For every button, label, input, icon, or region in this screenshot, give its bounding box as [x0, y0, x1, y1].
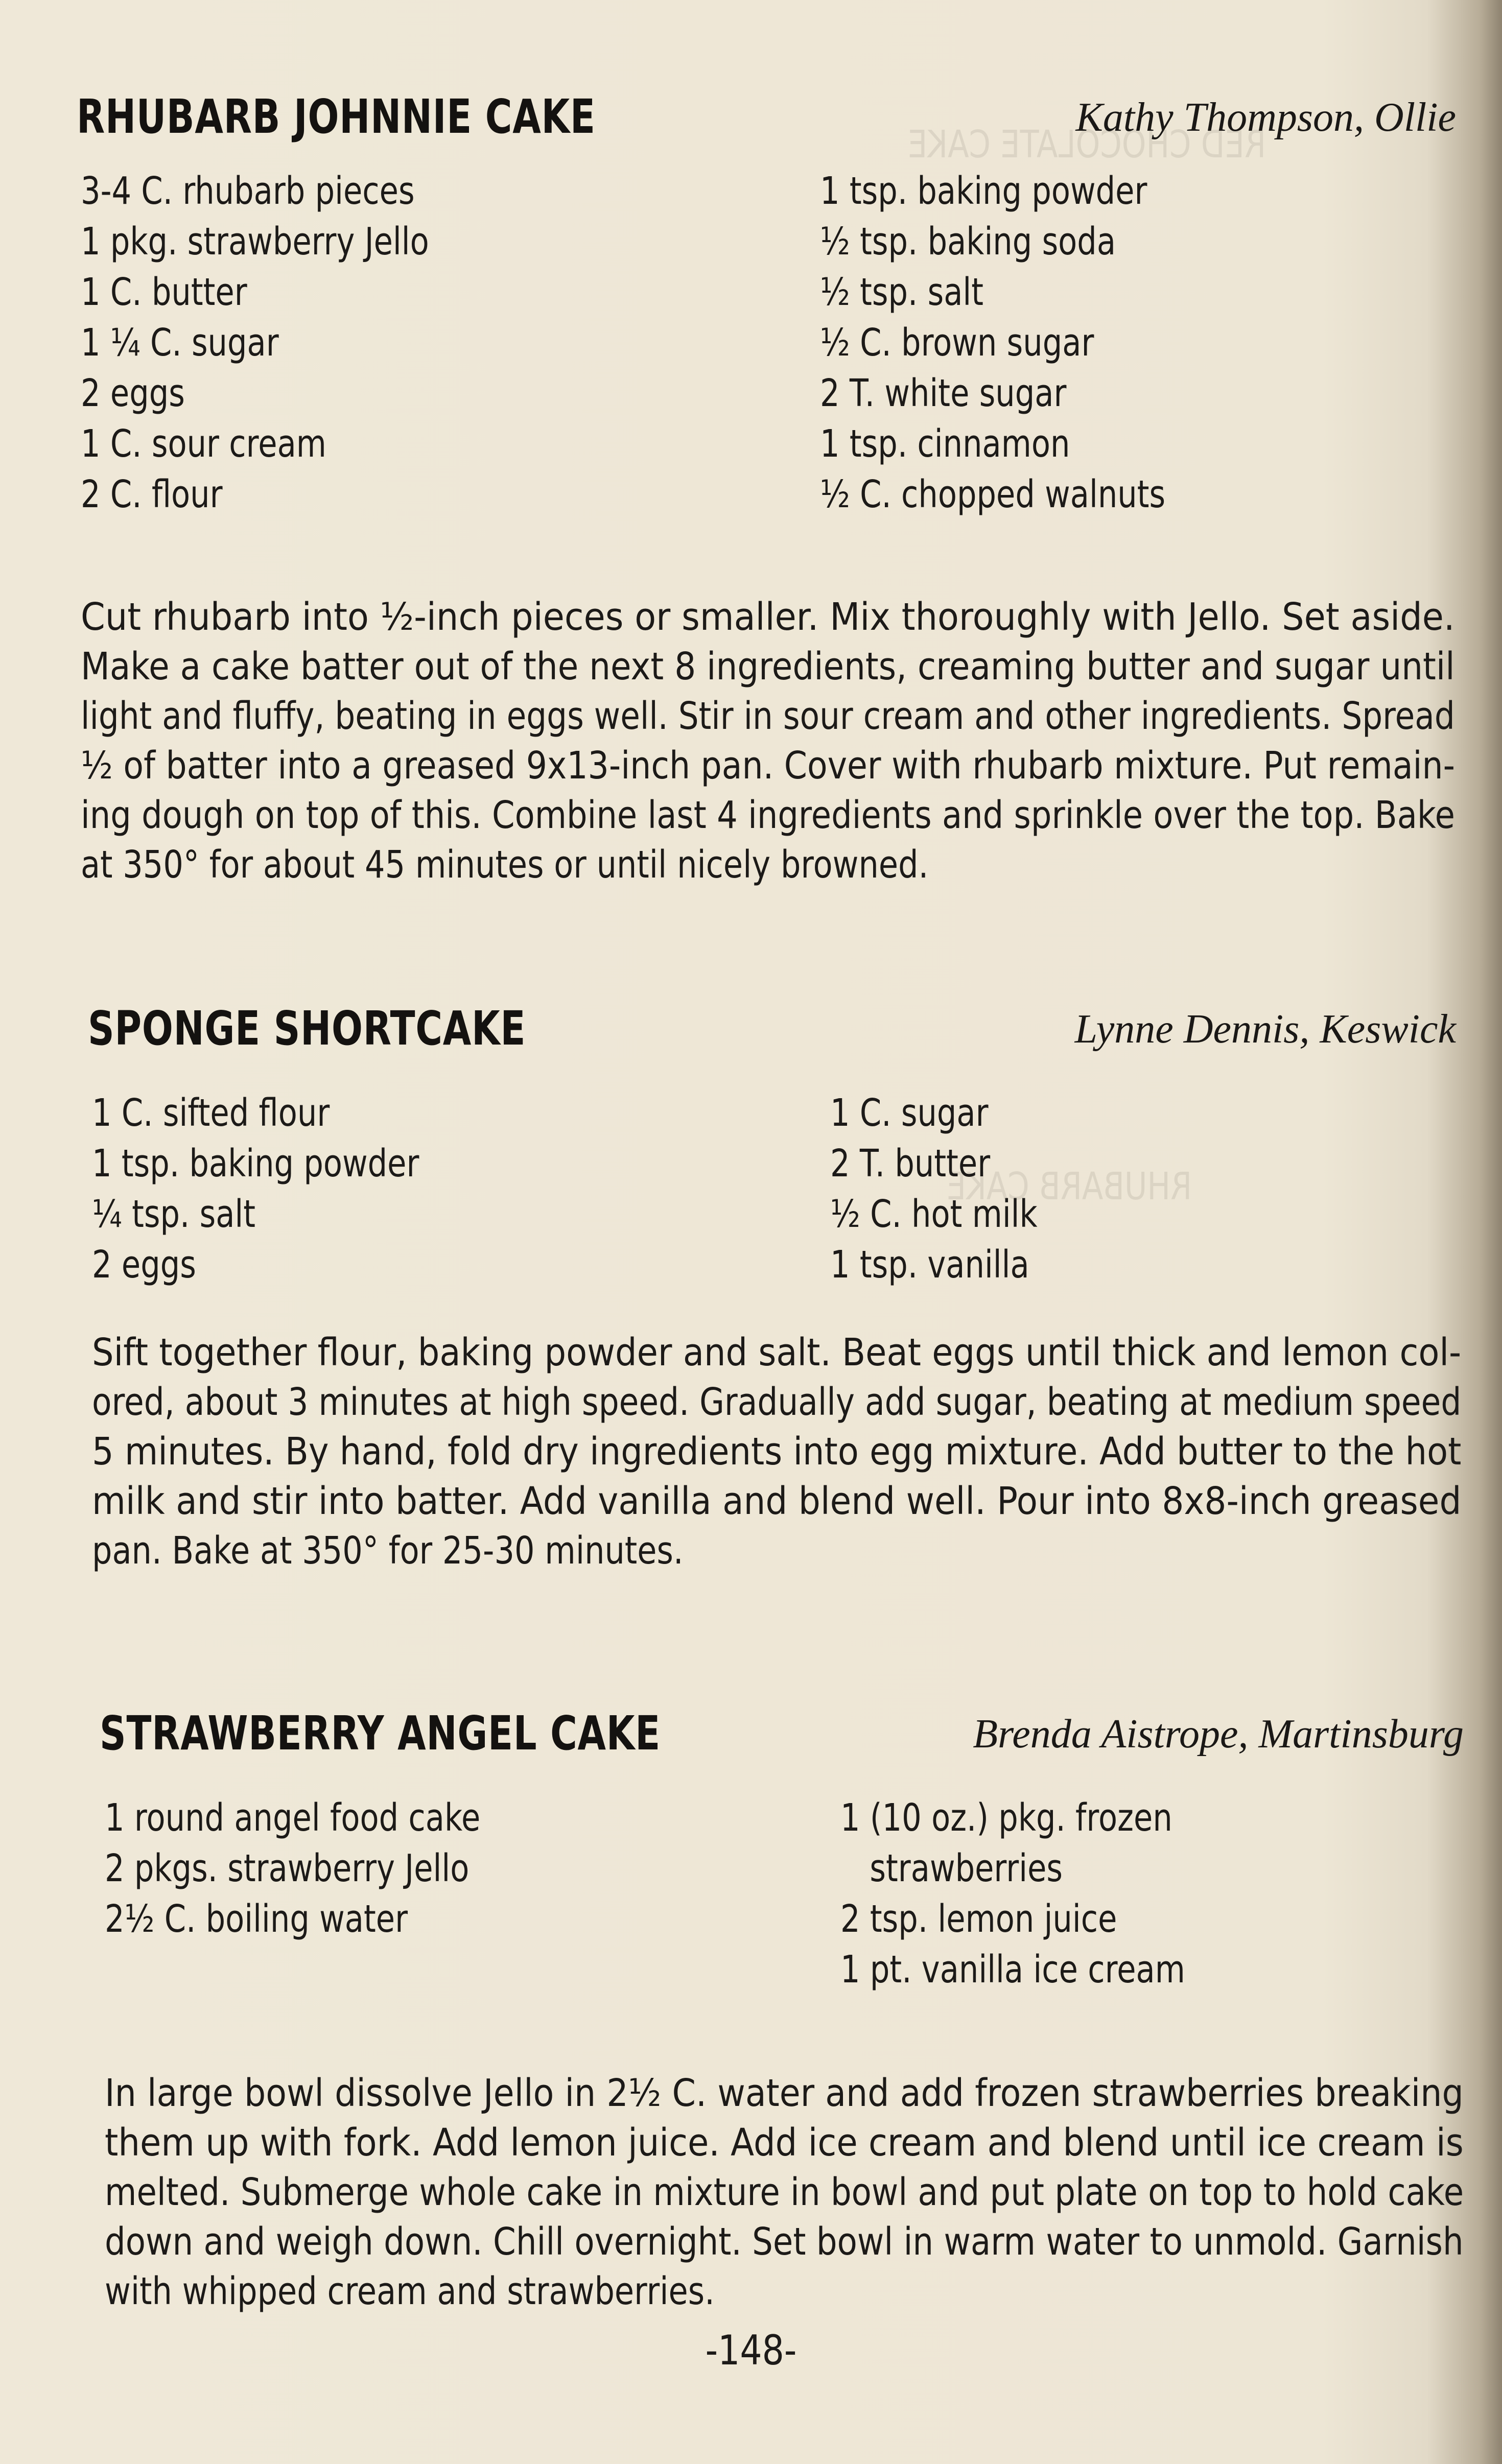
- ingredients-left-column: [105, 1793, 563, 1945]
- directions-line: Make a cake batter out of the next 8 ingredients, creaming butter and sugar until: [81, 645, 1455, 689]
- directions-line: ored, about 3 minutes at high speed. Gradually add sugar, beating at medium speed: [92, 1380, 1462, 1424]
- directions-line: with whipped cream and strawberries.: [105, 2269, 715, 2313]
- ingredient: 2 eggs: [92, 1243, 196, 1287]
- ingredient: ½ C. hot milk: [830, 1192, 1038, 1236]
- ingredient: 1 C. sifted flour: [92, 1091, 330, 1135]
- ingredient: ½ C. brown sugar: [820, 321, 1094, 365]
- ingredient: ½ C. chopped walnuts: [820, 472, 1166, 516]
- directions-line: melted. Submerge whole cake in mixture in bowl and put plate on top to hold cake: [105, 2170, 1464, 2214]
- ingredients-left-column: [92, 1088, 491, 1290]
- ingredient: 2 T. white sugar: [820, 371, 1067, 415]
- ingredient: 1 tsp. baking powder: [820, 169, 1147, 213]
- ingredient: 1 round angel food cake: [105, 1796, 481, 1840]
- ingredient: ½ tsp. salt: [820, 270, 984, 314]
- ingredient: ¼ tsp. salt: [92, 1192, 256, 1236]
- directions-line: ½ of batter into a greased 9x13-inch pan. Cover with rhubarb mixture. Put remain-: [81, 744, 1456, 788]
- recipe-author: Lynne Dennis, Keswick: [1074, 1007, 1456, 1052]
- ingredient: 2 tsp. lemon juice: [840, 1897, 1117, 1941]
- recipe-directions: [81, 593, 1455, 890]
- ingredient: 1 C. sugar: [830, 1091, 989, 1135]
- ingredient: 2 pkgs. strawberry Jello: [105, 1846, 470, 1890]
- directions-line: 5 minutes. By hand, fold dry ingredients into egg mixture. Add butter to the hot: [92, 1430, 1462, 1474]
- ingredient: ½ tsp. baking soda: [820, 220, 1116, 264]
- directions-line: Sift together flour, baking powder and salt. Beat eggs until thick and lemon col-: [92, 1331, 1462, 1375]
- recipe-header: [77, 89, 1456, 156]
- ingredient: 1 tsp. cinnamon: [820, 422, 1070, 466]
- ingredient: strawberries: [870, 1846, 1063, 1890]
- ingredient: 1 pkg. strawberry Jello: [81, 220, 429, 264]
- show-through-text: RHUBARB CAKE: [946, 1165, 1192, 1209]
- ingredients-right-column: [840, 1793, 1261, 1995]
- ingredient: 2 C. flour: [81, 472, 223, 516]
- ingredient: 3-4 C. rhubarb pieces: [81, 169, 415, 213]
- recipe-title: STRAWBERRY ANGEL CAKE: [100, 1706, 661, 1761]
- directions-line: milk and stir into batter. Add vanilla and blend well. Pour into 8x8-inch greased: [92, 1479, 1462, 1523]
- directions-line: ing dough on top of this. Combine last 4 ingredients and sprinkle over the top. Bake: [81, 793, 1455, 837]
- ingredient: 1 ¼ C. sugar: [81, 321, 279, 365]
- ingredients-left-column: [81, 166, 505, 520]
- recipe-title: RHUBARB JOHNNIE CAKE: [77, 89, 596, 144]
- recipe-header: [77, 1706, 1464, 1772]
- ingredients-right-column: [820, 166, 1241, 520]
- directions-line: down and weigh down. Chill overnight. Set bowl in warm water to unmold. Garnish: [105, 2220, 1464, 2264]
- ingredient: 2 T. butter: [830, 1142, 991, 1186]
- directions-line: light and fluffy, beating in eggs well. Stir in sour cream and other ingredients. Spread: [81, 694, 1455, 738]
- ingredient: 1 pt. vanilla ice cream: [840, 1948, 1185, 1992]
- recipe-directions: [105, 2069, 1464, 2316]
- directions-line: In large bowl dissolve Jello in 2½ C. water and add frozen strawberries breaking: [105, 2071, 1464, 2115]
- ingredient: 1 C. butter: [81, 270, 247, 314]
- ingredient: 1 tsp. vanilla: [830, 1243, 1029, 1287]
- ingredient: 2 eggs: [81, 371, 185, 415]
- ingredient: 1 C. sour cream: [81, 422, 326, 466]
- recipe-author: Kathy Thompson, Ollie: [1075, 95, 1456, 140]
- recipe-author: Brenda Aistrope, Martinsburg: [973, 1712, 1464, 1757]
- directions-line: them up with fork. Add lemon juice. Add ice cream and blend until ice cream is: [105, 2121, 1464, 2165]
- ingredient: 2½ C. boiling water: [105, 1897, 408, 1941]
- recipe-strawberry-angel-cake: [77, 1706, 1464, 2313]
- ingredient: 1 tsp. baking powder: [92, 1142, 419, 1186]
- directions-line: at 350° for about 45 minutes or until nicely browned.: [81, 843, 929, 887]
- directions-line: pan. Bake at 350° for 25-30 minutes.: [92, 1529, 684, 1573]
- ingredients-right-column: [830, 1088, 1083, 1290]
- recipe-title: SPONGE SHORTCAKE: [88, 1001, 526, 1056]
- ingredient: 1 (10 oz.) pkg. frozen: [840, 1796, 1172, 1840]
- directions-line: Cut rhubarb into ½-inch pieces or smaller. Mix thoroughly with Jello. Set aside.: [81, 595, 1455, 639]
- page-number: -148-: [705, 2327, 797, 2374]
- recipe-header: [77, 1001, 1456, 1068]
- show-through-text: RED CHOCOLATE CAKE: [907, 123, 1266, 167]
- recipe-directions: [92, 1328, 1461, 1576]
- recipe-rhubarb-johnnie-cake: [77, 89, 1456, 887]
